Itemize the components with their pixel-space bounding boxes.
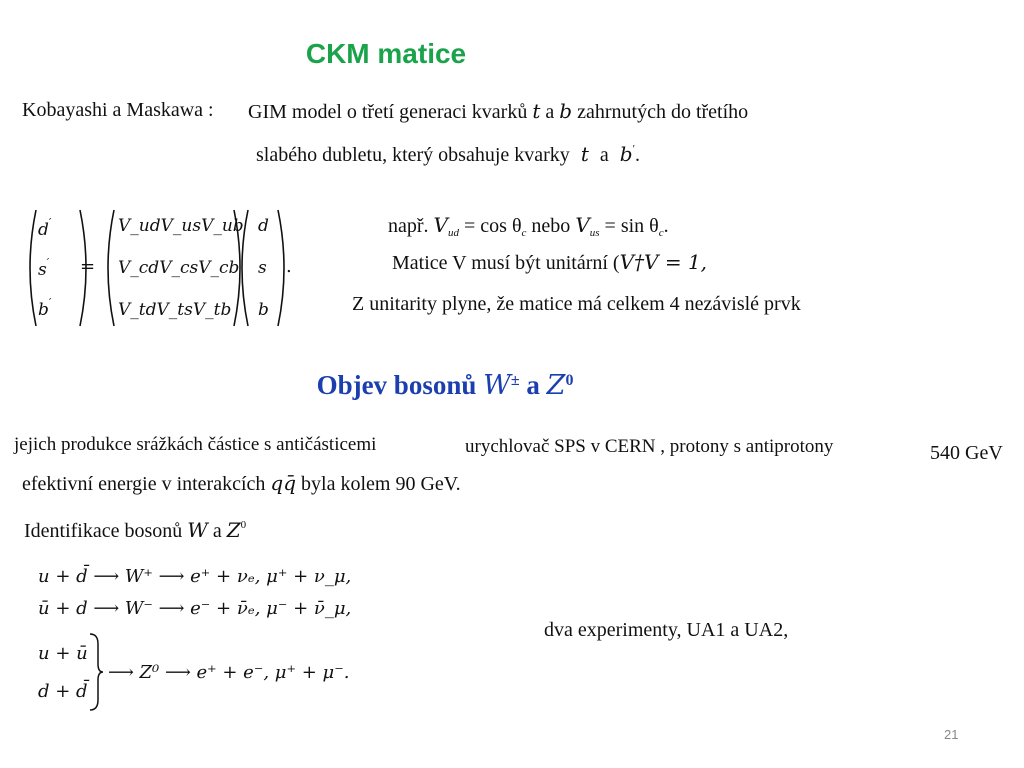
unitarni-text: Matice V musí být unitární ( bbox=[392, 252, 620, 274]
efektivni-end: byla kolem 90 GeV. bbox=[301, 473, 461, 495]
unitarity-consequence: Z unitarity plyne, že matice má celkem 4 nezávislé prvk bbox=[352, 293, 801, 315]
gim-line-2-a: a bbox=[599, 144, 609, 166]
gim-t: t bbox=[532, 99, 541, 123]
page-number: 21 bbox=[944, 727, 959, 742]
napr-text: např. bbox=[388, 215, 429, 237]
efektivni-text: efektivní energie v interakcích bbox=[22, 473, 266, 495]
ckm-cell: V_cb bbox=[198, 258, 240, 278]
napr-cos: = cos θ bbox=[464, 215, 522, 237]
rhs-s: s bbox=[258, 258, 267, 278]
objev-heading: Objev bosonů W± a $Z^0$ bbox=[316, 370, 574, 401]
ident-line: Identifikace bosonů W a $Z^0$ bbox=[24, 518, 247, 542]
unitarity-condition bbox=[392, 250, 707, 275]
reaction-w-plus: u + d̄ ⟶ W⁺ ⟶ e⁺ + νₑ, μ⁺ + ν_μ, bbox=[38, 566, 352, 587]
efektivni-line bbox=[22, 471, 461, 496]
napr-nebo: nebo bbox=[531, 215, 571, 237]
gim-line-2: slabého dubletu, který obsahuje kvarky t a b′. bbox=[256, 142, 640, 166]
ckm-cell: V_ts bbox=[156, 300, 193, 320]
gim-line-1-end: zahrnutých do třetího bbox=[577, 101, 749, 123]
experiments-text: dva experimenty, UA1 a UA2, bbox=[544, 619, 789, 641]
objev-w: W bbox=[483, 370, 511, 401]
ckm-cell: V_us bbox=[160, 216, 202, 236]
gim-line-2-b: b bbox=[619, 142, 633, 166]
ckm-row bbox=[118, 258, 240, 278]
ident-text: Identifikace bosonů bbox=[24, 520, 183, 542]
gim-line-1-text: GIM model o třetí generaci kvarků bbox=[248, 101, 528, 123]
rhs-b: b bbox=[258, 300, 269, 320]
km-label: Kobayashi a Maskawa : bbox=[22, 99, 214, 121]
ckm-row bbox=[118, 216, 244, 236]
reaction-brace bbox=[88, 632, 104, 712]
napr-line: např. $V_{ud} = \cos \theta_c$ nebo $V_{us} = \sin \theta_c$. bbox=[388, 213, 669, 239]
objev-z: Z bbox=[546, 370, 566, 401]
gim-line-1 bbox=[248, 99, 748, 124]
matrix-period: . bbox=[286, 256, 292, 277]
gim-line-2-t: t bbox=[580, 142, 589, 166]
ckm-row bbox=[118, 300, 230, 320]
objev-a: a bbox=[526, 370, 540, 400]
energy-text: 540 GeV bbox=[930, 442, 1003, 464]
rhs-d: d bbox=[258, 216, 269, 236]
ckm-matrix bbox=[118, 216, 244, 320]
ckm-cell: V_ub bbox=[201, 216, 244, 236]
reaction-z-input-2: d + d̄ bbox=[38, 681, 88, 702]
ckm-cell: V_ud bbox=[118, 216, 161, 236]
napr-v-ud: V bbox=[433, 213, 448, 237]
napr-v-us: V bbox=[575, 213, 590, 237]
lhs-s: s′ bbox=[38, 256, 50, 280]
gim-b: b bbox=[559, 99, 573, 123]
slide-title: CKM matice bbox=[305, 38, 467, 69]
ckm-cell: V_tb bbox=[192, 300, 232, 320]
napr-sin: = sin θ bbox=[604, 215, 659, 237]
produkce-text: jejich produkce srážkách částice s antičásticemi bbox=[14, 434, 377, 455]
ckm-cell: V_td bbox=[118, 300, 157, 320]
sps-text: urychlovač SPS v CERN , protony s antiprotony bbox=[465, 436, 834, 457]
equals-sign: = bbox=[80, 256, 96, 277]
reaction-z: ⟶ Z⁰ ⟶ e⁺ + e⁻, μ⁺ + μ⁻. bbox=[108, 662, 350, 683]
ckm-cell: V_cs bbox=[159, 258, 199, 278]
ckm-cell: V_cd bbox=[118, 258, 160, 278]
gim-line-2-text: slabého dubletu, který obsahuje kvarky bbox=[256, 144, 570, 166]
ident-w: W bbox=[187, 518, 208, 542]
reaction-z-input-1: u + ū bbox=[38, 643, 88, 664]
ident-a: a bbox=[212, 520, 222, 542]
unitarni-eq: V†V = 1, bbox=[619, 250, 708, 274]
rhs-vector bbox=[258, 216, 269, 320]
ident-z: Z bbox=[226, 518, 241, 542]
lhs-b: b′ bbox=[38, 296, 52, 320]
reaction-w-minus: ū + d ⟶ W⁻ ⟶ e⁻ + ν̄ₑ, μ⁻ + ν̄_μ, bbox=[38, 598, 352, 619]
lhs-d: d′ bbox=[38, 216, 52, 240]
objev-text: Objev bosonů bbox=[316, 370, 477, 400]
efektivni-qq: qq̄ bbox=[270, 471, 297, 495]
gim-a: a bbox=[545, 101, 555, 123]
lhs-vector bbox=[38, 216, 51, 320]
